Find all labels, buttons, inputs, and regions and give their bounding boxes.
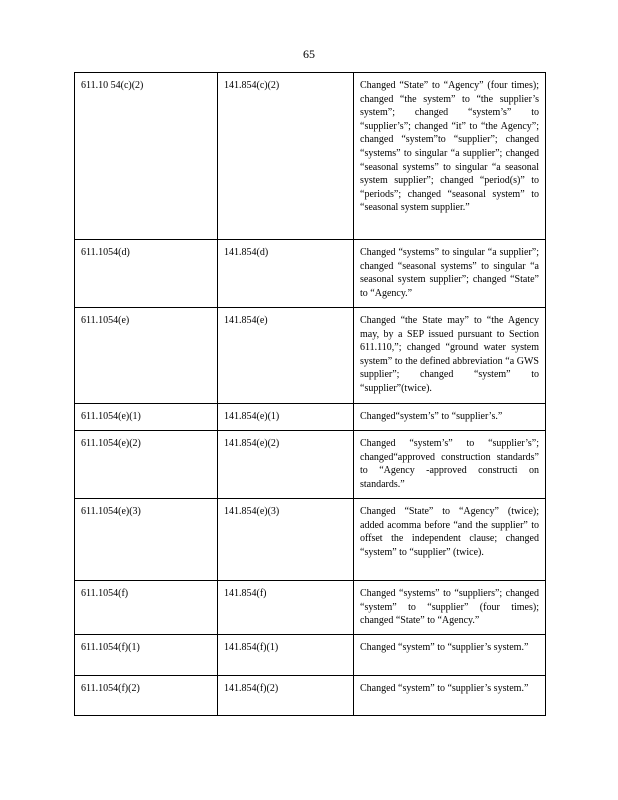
- section-cell: 611.10 54(c)(2): [75, 73, 218, 240]
- description-cell: Changed “systems” to “suppliers”; changed “system” to “supplier” (four times); changed “State” to “Agency.”: [354, 581, 546, 635]
- description-cell: Changed“system’s” to “supplier’s.”: [354, 404, 546, 431]
- section-cell: 611.1054(e)(3): [75, 499, 218, 581]
- section-cell: 611.1054(e)(2): [75, 431, 218, 499]
- federal-cell: 141.854(e)(2): [218, 431, 354, 499]
- table-row: [75, 404, 546, 431]
- section-cell: 611.1054(f)(2): [75, 676, 218, 716]
- section-cell: 611.1054(d): [75, 240, 218, 308]
- table-row: [75, 676, 546, 716]
- federal-cell: 141.854(e): [218, 308, 354, 404]
- federal-cell: 141.854(f)(1): [218, 635, 354, 676]
- description-cell: Changed “State” to “Agency” (four times); changed “the system” to “the supplier’s system”; changed “system’s” to “supplier’s”; changed “it” to “the Agency”; changed “system”to “supplier”; changed “systems” to singular “a supplier”; changed “seasonal systems” to singular “a seasonal system supplier”; changed “period(s)” to “periods”; changed “seasonal system” to “seasonal system supplier.”: [354, 73, 546, 240]
- description-cell: Changed “system” to “supplier’s system.”: [354, 635, 546, 676]
- description-cell: Changed “systems” to singular “a supplier”; changed “seasonal systems” to singular “a seasonal system supplier”; changed “State” to “Agency.”: [354, 240, 546, 308]
- federal-cell: 141.854(f)(2): [218, 676, 354, 716]
- section-cell: 611.1054(e): [75, 308, 218, 404]
- table-row: [75, 635, 546, 676]
- table-row: [75, 73, 546, 240]
- federal-cell: 141.854(c)(2): [218, 73, 354, 240]
- federal-cell: 141.854(e)(3): [218, 499, 354, 581]
- table-row: [75, 581, 546, 635]
- description-cell: Changed “system’s” to “supplier’s”; changed“approved construction standards” to “Agency -approved constructi on standards.”: [354, 431, 546, 499]
- federal-cell: 141.854(e)(1): [218, 404, 354, 431]
- section-cell: 611.1054(f)(1): [75, 635, 218, 676]
- description-cell: Changed “system” to “supplier’s system.”: [354, 676, 546, 716]
- section-cell: 611.1054(e)(1): [75, 404, 218, 431]
- page-number: 65: [303, 47, 315, 61]
- table-row: [75, 431, 546, 499]
- table-row: [75, 308, 546, 404]
- cross-reference-table: [74, 72, 546, 716]
- federal-cell: 141.854(f): [218, 581, 354, 635]
- table-row: [75, 499, 546, 581]
- description-cell: Changed “the State may” to “the Agency may, by a SEP issued pursuant to Section 611.110,”; changed “ground water system system” to the defined abbreviation “a GWS supplier”; changed “system” to “supplier”(twice).: [354, 308, 546, 404]
- table-row: [75, 240, 546, 308]
- description-cell: Changed “State” to “Agency” (twice); added acomma before “and the supplier” to offset the independent clause; changed “system” to “supplier” (twice).: [354, 499, 546, 581]
- federal-cell: 141.854(d): [218, 240, 354, 308]
- section-cell: 611.1054(f): [75, 581, 218, 635]
